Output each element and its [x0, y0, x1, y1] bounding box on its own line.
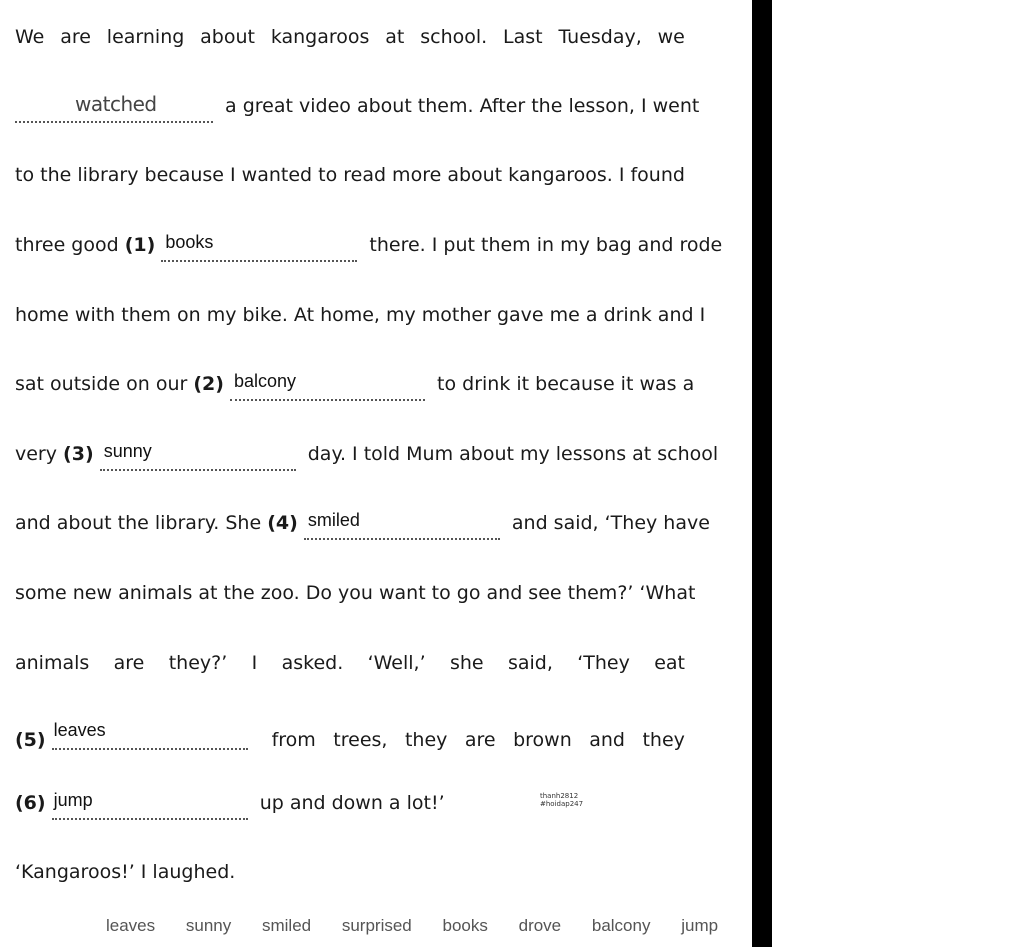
word: are	[113, 652, 145, 674]
blank-1[interactable]	[161, 232, 357, 258]
divider-bar	[752, 0, 772, 947]
word: said,	[507, 652, 553, 674]
dotted-line	[52, 818, 248, 820]
word-bank-item: books	[442, 916, 488, 935]
word: she	[449, 652, 484, 674]
word: I	[251, 652, 258, 674]
example-blank[interactable]	[15, 93, 213, 119]
answer-4: smiled	[307, 510, 360, 530]
question-number-1: (1)	[124, 234, 156, 256]
passage-line-9: some new animals at the zoo. Do you want to go and see them?’ ‘What	[15, 582, 696, 604]
word: they	[404, 729, 448, 751]
watermark-user: thanh2812	[540, 792, 579, 800]
word: Last	[503, 26, 543, 48]
word: school.	[420, 26, 488, 48]
word-bank-item: leaves	[106, 916, 156, 935]
passage-line-4	[15, 232, 723, 258]
word: they	[642, 729, 685, 751]
text-segment: three good	[15, 234, 119, 256]
question-number-6: (6)	[15, 792, 46, 814]
passage-line-2	[15, 92, 700, 119]
text-segment: up and down a lot!’	[259, 792, 445, 814]
word: animals	[15, 652, 90, 674]
text-segment: and said, ‘They have	[511, 512, 710, 534]
passage-line-7	[15, 441, 719, 467]
word-bank-item: jump	[681, 916, 719, 935]
word: at	[385, 26, 405, 48]
passage-line-8	[15, 510, 710, 536]
question-number-3: (3)	[63, 443, 94, 465]
word: are	[60, 26, 91, 48]
answer-3: sunny	[103, 441, 152, 461]
question-number-4: (4)	[267, 512, 298, 534]
text-segment: very	[15, 443, 57, 465]
word: kangaroos	[270, 26, 370, 48]
text-segment	[272, 727, 685, 753]
word: We	[15, 26, 45, 48]
word: we	[657, 26, 685, 48]
word: trees,	[333, 729, 388, 751]
passage-line-1	[15, 24, 685, 50]
word: eat	[654, 652, 685, 674]
word: ‘They	[577, 652, 630, 674]
text-segment: day. I told Mum about my lessons at school	[307, 443, 719, 465]
passage-line-13: ‘Kangaroos!’ I laughed.	[15, 861, 236, 883]
text-segment: and about the library. She	[15, 512, 262, 534]
dotted-line	[304, 538, 500, 540]
text-segment: to drink it because it was a	[437, 373, 695, 395]
word: they?’	[168, 652, 228, 674]
passage-line-5: home with them on my bike. At home, my mother gave me a drink and I	[15, 304, 706, 326]
word-bank-item: surprised	[341, 916, 412, 935]
word: brown	[513, 729, 572, 751]
text-segment: a great video about them. After the lesson, I went	[225, 95, 700, 117]
word: from	[271, 729, 316, 751]
answer-5: leaves	[53, 720, 106, 740]
answer-1: books	[165, 232, 214, 252]
blank-3[interactable]	[100, 441, 296, 467]
passage-line-6	[15, 371, 695, 397]
word: ‘Well,’	[367, 652, 426, 674]
question-number-5: (5)	[15, 729, 46, 751]
dotted-line	[161, 260, 357, 262]
passage-line-11	[15, 720, 685, 753]
word: about	[200, 26, 255, 48]
passage-line-12	[15, 790, 685, 816]
word-bank-item: balcony	[591, 916, 651, 935]
word: are	[464, 729, 496, 751]
passage-line-3: to the library because I wanted to read more about kangaroos. I found	[15, 164, 685, 186]
dotted-line	[15, 121, 213, 123]
dotted-line	[52, 748, 248, 750]
dotted-line	[100, 469, 296, 471]
example-answer: watched	[75, 92, 157, 116]
word: Tuesday,	[558, 26, 642, 48]
word: asked.	[281, 652, 344, 674]
word-bank	[106, 916, 744, 936]
text-segment: sat outside on our	[15, 373, 188, 395]
text-segment: there. I put them in my bag and rode	[369, 234, 723, 256]
blank-5[interactable]	[52, 720, 248, 746]
watermark	[540, 792, 583, 808]
passage-line-10	[15, 650, 685, 676]
word-bank-item: sunny	[185, 916, 232, 935]
question-number-2: (2)	[193, 373, 224, 395]
word: learning	[106, 26, 185, 48]
blank-4[interactable]	[304, 510, 500, 536]
blank-2[interactable]	[230, 371, 425, 397]
blank-6[interactable]	[52, 790, 248, 816]
word-bank-item: smiled	[261, 916, 312, 935]
blank-panel	[772, 0, 1024, 947]
watermark-tag: #hoidap247	[540, 800, 584, 808]
word-bank-item: drove	[518, 916, 562, 935]
word: and	[589, 729, 625, 751]
dotted-line	[230, 399, 425, 401]
answer-2: balcony	[234, 371, 297, 391]
answer-6: jump	[53, 790, 93, 810]
